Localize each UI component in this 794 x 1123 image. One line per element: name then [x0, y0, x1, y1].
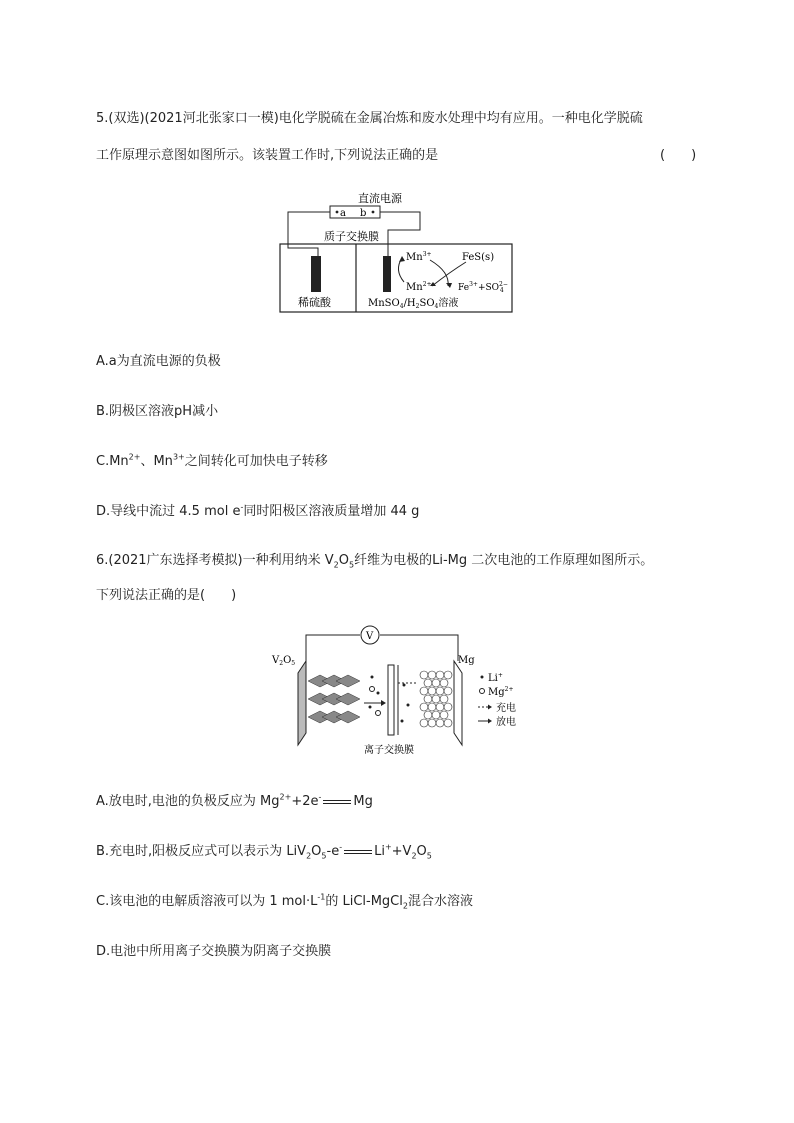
q5-terminal-b: b: [360, 208, 367, 219]
q5-electrolysis-diagram: [270, 186, 520, 316]
q6-option-c: [96, 890, 473, 911]
q6-stem-line1: [96, 549, 653, 570]
q6-option-b-sub2: 5: [321, 851, 327, 861]
q6-stem-text3: 纤维为电极的Li-Mg 二次电池的工作原理如图所示。: [354, 553, 654, 568]
q6-stem-text2: O: [338, 553, 349, 568]
q5-membrane-label: 质子交换膜: [324, 230, 379, 243]
q6-stem-text1: 6.(2021广东选择考模拟)一种利用纳米 V: [96, 553, 334, 568]
q5-option-d: [96, 500, 419, 519]
q6-option-b: [96, 840, 432, 861]
q6-option-c-text2: 的 LiCl-MgCl: [325, 894, 403, 909]
q5-stem-line2: 工作原理示意图如图所示。该装置工作时,下列说法正确的是: [96, 148, 439, 163]
q6-option-c-sub: 2: [402, 901, 408, 911]
q6-stem-line2: 下列说法正确的是( ): [96, 588, 237, 603]
q6-right-electrode-label: Mg: [458, 655, 475, 666]
q5-terminal-a: a: [340, 208, 346, 219]
q6-option-b-sup1: -: [339, 842, 343, 852]
q5-power-label: 直流电源: [358, 192, 402, 205]
q5-option-d-text1: D.导线中流过 4.5 mol e: [96, 504, 241, 519]
q5-option-b: B.阴极区溶液pH减小: [96, 404, 219, 419]
q6-option-b-sub3: 2: [411, 851, 417, 861]
q6-legend-li: Li+: [488, 672, 503, 684]
q5-right-solution-label: $MnSO_4/H_2SO_4$溶液: [368, 298, 459, 310]
q6-option-a-text1: A.放电时,电池的负极反应为 Mg: [96, 794, 280, 809]
q5-products-label: $Fe^{3+}+SO^{2-}$ 4: [458, 281, 508, 294]
q6-option-a-text3: Mg: [353, 794, 373, 809]
q6-option-a-sup1: 2+: [279, 792, 292, 802]
q6-option-b-text1: B.充电时,阳极反应式可以表示为 LiV: [96, 844, 307, 859]
q5-mn3-label: $Mn^{3+}$: [406, 251, 432, 263]
q6-legend-mg: $Mg^{2+}$: [488, 686, 514, 698]
q6-legend-charge: 充电: [496, 703, 516, 714]
q5-option-d-text2: 同时阳极区溶液质量增加 44 g: [243, 504, 420, 519]
q6-battery-diagram: [268, 625, 538, 765]
q6-option-c-text3: 混合水溶液: [407, 894, 473, 909]
q6-legend-discharge: 放电: [496, 717, 516, 728]
q5-option-a: A.a为直流电源的负极: [96, 354, 221, 369]
q5-option-c: [96, 450, 328, 469]
q6-option-b-sup2: +: [384, 842, 392, 852]
q5-answer-bracket: ( ): [660, 148, 697, 163]
q5-fes-label: FeS(s): [462, 252, 495, 263]
q6-option-b-eq-sign: [344, 850, 372, 854]
q6-membrane-label: 离子交换膜: [364, 745, 414, 756]
q6-option-a: [96, 790, 373, 809]
q6-voltmeter-label: V: [366, 631, 374, 642]
q5-left-solution: 稀硫酸: [298, 296, 331, 309]
q5-option-c-text2: 、Mn: [140, 454, 173, 469]
q6-option-a-text2: +2e: [291, 794, 319, 809]
q6-stem-sub2: 5: [349, 560, 355, 570]
q6-option-a-sup2: -: [318, 792, 322, 802]
q6-option-b-text4: Li: [374, 844, 385, 859]
q6-option-b-text3: -e: [326, 844, 340, 859]
q6-option-b-text6: O: [416, 844, 427, 859]
q5-option-c-sup1: 2+: [128, 452, 141, 462]
q5-stem-line1: 5.(双选)(2021河北张家口一模)电化学脱硫在金属冶炼和废水处理中均有应用。一种电化学脱硫: [96, 111, 643, 126]
q6-stem-sub1: 2: [333, 560, 339, 570]
q6-option-a-eq-sign: [323, 800, 351, 804]
q5-option-d-sup: -: [240, 502, 244, 512]
q6-left-electrode-label: $V_2O_5$: [272, 655, 296, 667]
q5-option-c-text3: 之间转化可加快电子转移: [184, 454, 328, 469]
q6-option-c-sup: -1: [317, 892, 326, 902]
q6-option-b-text2: O: [311, 844, 322, 859]
q6-option-c-text1: C.该电池的电解质溶液可以为 1 mol·L: [96, 894, 318, 909]
q5-option-c-sup2: 3+: [172, 452, 185, 462]
q5-mn2-label: $Mn^{2+}$: [406, 281, 432, 293]
q6-option-b-sub4: 5: [426, 851, 432, 861]
q5-option-c-text1: C.Mn: [96, 454, 129, 469]
q6-option-d: D.电池中所用离子交换膜为阴离子交换膜: [96, 944, 332, 959]
q6-option-b-sub1: 2: [306, 851, 312, 861]
q6-option-b-text5: +V: [391, 844, 412, 859]
